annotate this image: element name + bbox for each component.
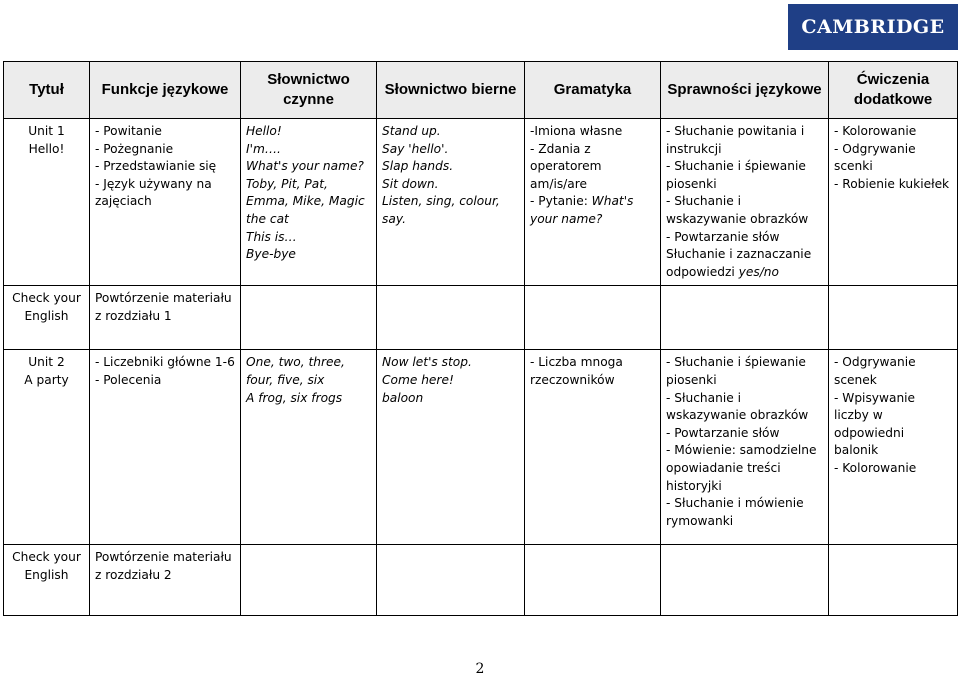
skills-answer-example: yes/no xyxy=(738,264,779,279)
unit2-title-cell xyxy=(4,350,90,545)
list-item: Say 'hello'. xyxy=(382,141,449,156)
unit2-functions-cell xyxy=(90,350,241,545)
grammar-question-example: What's your name? xyxy=(530,194,634,226)
unit2-title-line: Unit 2 xyxy=(28,355,65,370)
list-item: - Powitanie xyxy=(95,124,162,138)
empty-cell xyxy=(661,545,829,616)
unit1-active-vocab-cell xyxy=(241,119,377,286)
list-item: - Przedstawianie się xyxy=(95,159,217,174)
unit1-title-cell xyxy=(4,119,90,286)
list-item: Slap hands. xyxy=(382,159,454,174)
list-item: - Słuchanie i mówienie rymowanki xyxy=(666,496,804,528)
page-number: 2 xyxy=(475,661,485,677)
unit2-extra-cell xyxy=(829,350,958,545)
empty-cell xyxy=(525,286,661,350)
list-item: - Mówienie: samodzielne opowiadanie treści historyjki xyxy=(666,443,817,493)
list-item: - Polecenia xyxy=(95,372,162,387)
header-grammar: Gramatyka xyxy=(525,62,661,119)
list-item xyxy=(666,246,823,281)
list-item: Come here! xyxy=(382,372,454,387)
header-extra: Ćwiczenia dodatkowe xyxy=(829,62,958,119)
list-item: - Liczba mnoga rzeczowników xyxy=(530,355,623,387)
list-item: - Kolorowanie xyxy=(834,124,917,138)
unit2-skills-cell xyxy=(661,350,829,545)
check2-functions-cell: Powtórzenie materiału z rozdziału 2 xyxy=(90,545,241,616)
list-item: - Kolorowanie xyxy=(834,460,917,475)
table-row-unit1 xyxy=(4,119,958,286)
list-item: This is… xyxy=(246,229,297,244)
header-skills: Sprawności językowe xyxy=(661,62,829,119)
list-item: Hello! xyxy=(246,124,282,138)
list-item: - Słuchanie i śpiewanie piosenki xyxy=(666,355,806,387)
list-item: - Odgrywanie scenki xyxy=(834,141,916,174)
unit2-active-vocab-cell xyxy=(241,350,377,545)
skills-answer-label: Słuchanie i zaznaczanie odpowiedzi xyxy=(666,247,812,279)
list-item: - Zdania z operatorem am/is/are xyxy=(530,141,602,191)
unit2-grammar-cell xyxy=(525,350,661,545)
empty-cell xyxy=(661,286,829,350)
table-row-check1 xyxy=(4,286,958,350)
empty-cell xyxy=(241,545,377,616)
check2-title-line: Check your xyxy=(12,550,81,565)
list-item: One, two, three, four, five, six xyxy=(246,355,345,387)
empty-cell xyxy=(829,545,958,616)
list-item: - Odgrywanie scenek xyxy=(834,355,916,387)
list-item: - Wpisywanie liczby w odpowiedni balonik xyxy=(834,390,916,458)
empty-cell xyxy=(377,545,525,616)
grammar-question-label: - Pytanie: xyxy=(530,194,592,209)
list-item: - Język używany na zajęciach xyxy=(95,176,212,209)
cambridge-logo xyxy=(788,4,958,50)
unit1-skills-cell xyxy=(661,119,829,286)
check2-title-line: English xyxy=(24,567,69,582)
header-row xyxy=(4,62,958,119)
list-item: Bye-bye xyxy=(246,247,296,262)
check1-title-cell xyxy=(4,286,90,350)
list-item: -Imiona własne xyxy=(530,124,623,138)
header-title: Tytuł xyxy=(4,62,90,119)
list-item: - Słuchanie i wskazywanie obrazków xyxy=(666,194,809,226)
header-active-vocab: Słownictwo czynne xyxy=(241,62,377,119)
list-item: - Słuchanie i wskazywanie obrazków xyxy=(666,390,809,423)
list-item: Toby, Pit, Pat, Emma, Mike, Magic the cat xyxy=(246,176,365,226)
check2-title-cell xyxy=(4,545,90,616)
list-item: - Robienie kukiełek xyxy=(834,176,950,191)
list-item: Sit down. xyxy=(382,176,439,191)
list-item: - Pożegnanie xyxy=(95,141,174,156)
table-row-check2 xyxy=(4,545,958,616)
list-item: What's your name? xyxy=(246,159,364,174)
list-item xyxy=(530,193,655,228)
list-item: - Słuchanie powitania i instrukcji xyxy=(666,124,805,156)
check1-functions-cell: Powtórzenie materiału z rozdziału 1 xyxy=(90,286,241,350)
list-item: - Powtarzanie słów xyxy=(666,229,780,244)
check1-title-line: English xyxy=(24,308,69,323)
list-item: I'm…. xyxy=(246,141,281,156)
list-item: Listen, sing, colour, say. xyxy=(382,194,500,226)
empty-cell xyxy=(377,286,525,350)
table-row-unit2 xyxy=(4,350,958,545)
empty-cell xyxy=(241,286,377,350)
list-item: A frog, six frogs xyxy=(246,390,343,405)
unit2-passive-vocab-cell xyxy=(377,350,525,545)
list-item: Stand up. xyxy=(382,124,441,138)
list-item: - Liczebniki główne 1-6 xyxy=(95,355,235,370)
list-item: - Powtarzanie słów xyxy=(666,425,780,440)
unit1-passive-vocab-cell xyxy=(377,119,525,286)
unit2-title-line: A party xyxy=(24,372,69,387)
unit1-extra-cell xyxy=(829,119,958,286)
logo-text: CAMBRIDGE xyxy=(801,16,945,38)
list-item: - Słuchanie i śpiewanie piosenki xyxy=(666,159,806,191)
empty-cell xyxy=(525,545,661,616)
list-item: baloon xyxy=(382,390,424,405)
list-item: Now let's stop. xyxy=(382,355,472,370)
unit1-title-line: Hello! xyxy=(28,141,65,156)
check1-title-line: Check your xyxy=(12,291,81,306)
header-functions: Funkcje językowe xyxy=(90,62,241,119)
header-passive-vocab: Słownictwo bierne xyxy=(377,62,525,119)
syllabus-table xyxy=(3,61,958,616)
unit1-title-line: Unit 1 xyxy=(28,124,65,138)
unit1-functions-cell xyxy=(90,119,241,286)
unit1-grammar-cell xyxy=(525,119,661,286)
empty-cell xyxy=(829,286,958,350)
